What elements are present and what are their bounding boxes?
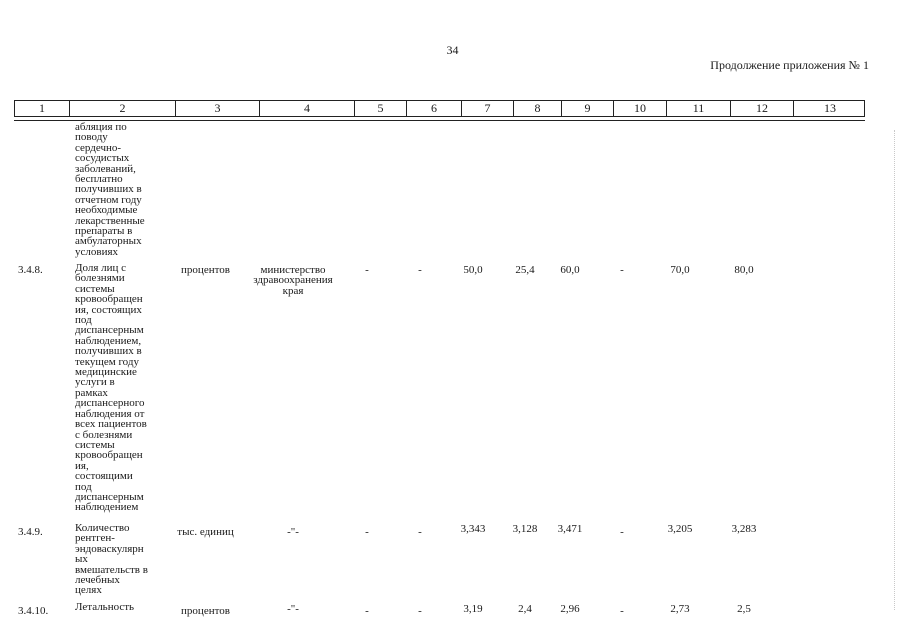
row-value-9: 3,471 [557,523,583,535]
header-col-12: 12 [731,101,794,116]
row-value-7: 3,343 [460,523,486,535]
row-responsible: -"- [287,603,299,615]
row-code: 3.4.8. [18,264,43,276]
header-col-11: 11 [667,101,731,116]
header-col-5: 5 [355,101,407,116]
row-value-5: - [365,605,369,617]
row-value-10: - [620,264,624,276]
row-value-5: - [365,526,369,538]
header-col-13: 13 [824,101,836,115]
row-value-6: - [418,526,422,538]
carry-over-description: абляция по поводу сердечно- сосудистых заболеваний, бесплатно получивших в отчетном году необходимые лекарственные препараты в амбулаторных условиях [75,121,145,258]
row-responsible: министерство здравоохранения края [253,264,333,297]
continuation-label: Продолжение приложения № 1 [710,58,869,72]
row-unit: тыс. единиц [177,526,234,538]
row-value-6: - [418,264,422,276]
header-col-1: 1 [15,101,70,116]
row-value-9: 2,96 [560,603,580,615]
header-col-8: 8 [514,101,562,116]
header-col-2: 2 [70,101,176,116]
header-col-6: 6 [407,101,462,116]
header-col-4: 4 [260,101,355,116]
table-rule [14,120,865,121]
row-value-12: 2,5 [737,603,751,615]
row-code: 3.4.10. [18,605,49,617]
scan-edge-artifact [893,130,895,610]
header-col-10: 10 [614,101,667,116]
row-value-7: 3,19 [463,603,483,615]
row-description: Количество рентген- эндоваскулярн ых вмешательств в лечебных целях [75,522,148,597]
row-value-7: 50,0 [463,264,483,276]
row-code: 3.4.9. [18,526,43,538]
row-value-6: - [418,605,422,617]
row-unit: процентов [181,605,230,617]
row-value-11: 3,205 [667,523,693,535]
header-col-7: 7 [462,101,514,116]
row-value-8: 2,4 [518,603,532,615]
row-description: Летальность [75,601,135,613]
header-col-9: 9 [562,101,614,116]
page-number: 34 [446,43,459,57]
row-value-8: 3,128 [512,523,538,535]
row-value-11: 2,73 [670,603,690,615]
row-value-10: - [620,526,624,538]
row-value-12: 80,0 [734,264,754,276]
row-responsible: -"- [287,526,299,538]
row-unit: процентов [181,264,230,276]
header-col-3: 3 [176,101,260,116]
row-value-11: 70,0 [670,264,690,276]
row-value-9: 60,0 [560,264,580,276]
row-description: Доля лиц с болезнями системы кровообращен ия, состоящих под диспансерным наблюдением, получивших в текущем году медицинские услуги в рамках диспансерного наблюдения от всех пациентов с болезнями системы кровообращен ия, состоящими под диспансерным наблюдением [75,262,147,514]
row-value-5: - [365,264,369,276]
row-value-12: 3,283 [731,523,757,535]
row-value-8: 25,4 [515,264,535,276]
row-value-10: - [620,605,624,617]
table-header [14,100,865,117]
